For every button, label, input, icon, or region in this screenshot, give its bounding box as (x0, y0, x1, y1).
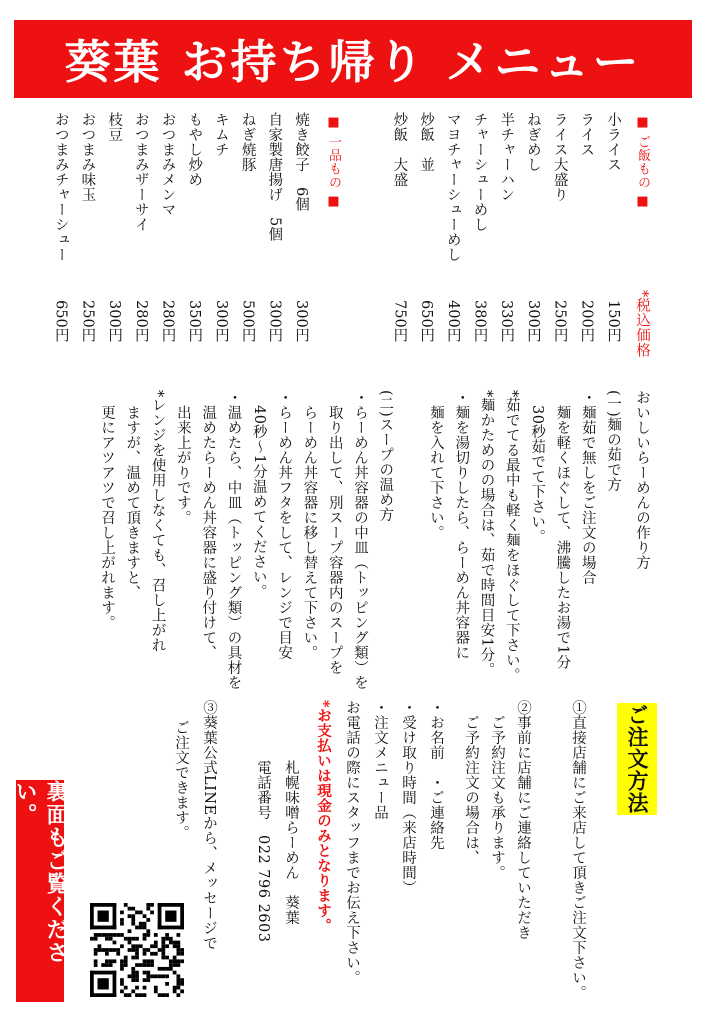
instruction-line: *レンジを使用しなくても、召し上がれ (149, 390, 166, 653)
qr-module (161, 941, 165, 945)
qr-module (135, 956, 139, 960)
qr-finder (98, 911, 109, 922)
instruction-line: 麺を入れて下さい。 (427, 390, 444, 540)
qr-finder (158, 926, 184, 930)
qr-module (150, 944, 154, 948)
qr-module (109, 937, 113, 941)
menu-price: 250円 (79, 300, 96, 343)
order-method-tag: ご注文方法 (617, 703, 657, 815)
qr-module (146, 971, 150, 975)
qr-module (105, 937, 109, 941)
qr-module (105, 959, 109, 963)
qr-module (135, 952, 139, 956)
qr-module (124, 956, 128, 960)
qr-module (120, 918, 124, 922)
order-line-pickup-time: ・受け取り時間（来店時間） (400, 700, 416, 895)
qr-module (128, 907, 132, 911)
qr-module (139, 926, 143, 930)
qr-module (146, 959, 150, 963)
qr-module (131, 974, 135, 978)
menu-item: おつまみメンマ (159, 112, 176, 217)
qr-module (180, 959, 184, 963)
qr-module (135, 993, 139, 997)
qr-module (173, 944, 177, 948)
qr-module (94, 937, 98, 941)
qr-module (173, 986, 177, 990)
qr-module (101, 963, 105, 967)
qr-module (180, 948, 184, 952)
qr-module (120, 989, 124, 993)
menu-item: おつまみ味玉 (79, 112, 96, 202)
instruction-line: ますが、温めて頂きますと、 (124, 390, 141, 600)
payment-note: *お支払いは現金のみとなります。 (315, 700, 332, 934)
instruction-line: ・らーめん丼容器の中皿（トッピング類）を (352, 390, 368, 690)
menu-item: キムチ (212, 112, 229, 157)
qr-module (146, 948, 150, 952)
qr-finder (165, 911, 176, 922)
qr-module (128, 993, 132, 997)
menu-item: 小ライス (605, 112, 621, 172)
qr-module (135, 986, 139, 990)
shop-name: 札幌味噌らーめん 葵葉 (283, 760, 299, 925)
qr-module (176, 948, 180, 952)
qr-module (124, 963, 128, 967)
menu-price: 280円 (159, 300, 176, 343)
qr-module (169, 963, 173, 967)
qr-module (120, 963, 124, 967)
order-line-phone-note: お電話の際にスタッフまでお伝え下さい。 (344, 700, 360, 985)
qr-module (98, 933, 102, 937)
menu-item: ライス大盛り (551, 112, 568, 202)
qr-module (161, 937, 165, 941)
qr-module (135, 944, 139, 948)
qr-module (131, 967, 135, 971)
menu-item: 焼き餃子 6個 (293, 112, 309, 212)
qr-module (146, 929, 150, 933)
order-step-3: ③葵葉公式LINEから、メッセージで (201, 700, 217, 951)
qr-module (109, 963, 113, 967)
qr-module (176, 959, 180, 963)
instructions-title: おいしいらーめんの作り方 (634, 390, 650, 570)
qr-module (150, 959, 154, 963)
menu-price: 300円 (106, 300, 123, 343)
qr-module (131, 907, 135, 911)
instruction-line: らーめん丼容器に移し替えて下さい。 (301, 390, 318, 660)
qr-module (165, 993, 169, 997)
qr-module (161, 974, 165, 978)
qr-module (131, 948, 135, 952)
instruction-line: (二)スープの温め方 (377, 390, 394, 523)
menu-price: 250円 (551, 300, 568, 343)
qr-module (131, 922, 135, 926)
menu-item: ライス (578, 112, 595, 157)
qr-module (165, 967, 169, 971)
qr-module (165, 982, 169, 986)
qr-finder (180, 903, 184, 929)
qr-module (161, 993, 165, 997)
order-step-1: ①直接店舗にご来店して頂きご注文下さい。 (570, 700, 586, 1000)
qr-module (128, 914, 132, 918)
instruction-line: ・麺茹で無しをご注文の場合 (579, 390, 596, 585)
back-side-note: 裏面もご覧ください。 (16, 780, 64, 1002)
qr-finder (98, 978, 109, 989)
qr-module (139, 911, 143, 915)
qr-module (143, 978, 147, 982)
menu-item: ねぎ焼豚 (239, 112, 256, 172)
qr-module (143, 933, 147, 937)
instruction-line: 更にアツアツで召し上がれます。 (99, 390, 115, 630)
qr-module (158, 967, 162, 971)
qr-module (165, 956, 169, 960)
qr-module (105, 933, 109, 937)
qr-module (139, 944, 143, 948)
qr-module (124, 959, 128, 963)
qr-module (124, 993, 128, 997)
qr-module (176, 933, 180, 937)
menu-item: 半チャーハン (498, 112, 515, 202)
qr-module (158, 948, 162, 952)
qr-module (135, 911, 139, 915)
qr-module (169, 941, 173, 945)
qr-module (105, 948, 109, 952)
qr-module (128, 941, 132, 945)
qr-module (139, 993, 143, 997)
qr-module (146, 933, 150, 937)
qr-module (101, 948, 105, 952)
qr-module (124, 937, 128, 941)
qr-module (109, 933, 113, 937)
qr-module (143, 963, 147, 967)
qr-module (90, 937, 94, 941)
instruction-line: *茹でてる最中も軽く麺をほぐして下さい。 (503, 390, 520, 683)
menu-item: チャーシューめし (471, 112, 488, 232)
menu-item: 自家製唐揚げ 5個 (266, 112, 283, 242)
qr-module (139, 963, 143, 967)
qr-module (176, 982, 180, 986)
qr-finder (158, 903, 162, 929)
qr-module (176, 978, 180, 982)
qr-module (143, 914, 147, 918)
qr-module (176, 986, 180, 990)
qr-module (176, 963, 180, 967)
menu-price: 350円 (186, 300, 203, 343)
qr-module (143, 952, 147, 956)
menu-price: 150円 (605, 300, 621, 343)
qr-module (135, 937, 139, 941)
qr-module (139, 922, 143, 926)
menu-item: おつまみザーサイ (132, 112, 149, 232)
qr-finder (113, 903, 117, 929)
qr-finder (113, 971, 117, 997)
qr-module (161, 952, 165, 956)
qr-module (113, 933, 117, 937)
qr-module (173, 963, 177, 967)
qr-module (94, 963, 98, 967)
qr-module (131, 944, 135, 948)
qr-module (131, 971, 135, 975)
qr-module (173, 989, 177, 993)
order-step-2: ②事前に店舗にご連絡していただき (515, 700, 531, 940)
qr-module (143, 971, 147, 975)
qr-module (98, 944, 102, 948)
menu-price: 380円 (471, 300, 488, 343)
qr-module (161, 967, 165, 971)
qr-module (135, 963, 139, 967)
qr-module (176, 952, 180, 956)
title-banner (14, 20, 692, 98)
qr-module (131, 914, 135, 918)
qr-module (120, 944, 124, 948)
qr-finder (158, 903, 184, 907)
qr-finder (90, 993, 116, 997)
menu-item: もやし炒め (186, 112, 203, 187)
instruction-line: ・らーめん丼フタをして、レンジで目安 (276, 390, 293, 660)
qr-module (180, 989, 184, 993)
menu-price: 300円 (266, 300, 283, 343)
qr-module (143, 926, 147, 930)
qr-module (131, 918, 135, 922)
qr-module (135, 978, 139, 982)
qr-module (116, 952, 120, 956)
qr-module (169, 959, 173, 963)
qr-module (169, 967, 173, 971)
qr-module (154, 941, 158, 945)
qr-module (143, 993, 147, 997)
qr-module (173, 971, 177, 975)
qr-module (158, 974, 162, 978)
qr-module (158, 993, 162, 997)
qr-module (120, 959, 124, 963)
qr-module (109, 959, 113, 963)
tax-note: *税込価格 (634, 290, 650, 358)
qr-module (120, 978, 124, 982)
menu-price: 650円 (52, 300, 69, 343)
instruction-line: ・麺を湯切りしたら、らーめん丼容器に (453, 390, 470, 660)
qr-finder (90, 971, 94, 997)
qr-module (176, 941, 180, 945)
menu-price: 200円 (578, 300, 595, 343)
qr-module (101, 933, 105, 937)
phone-number: 電話番号 022 796 2603 (255, 760, 271, 943)
rice-section-header: ■ ご飯もの ■ (635, 115, 650, 210)
qr-module (120, 911, 124, 915)
instruction-line: ・温めたら、中皿（トッピング類）の具材を (225, 390, 242, 690)
qr-module (113, 948, 117, 952)
qr-module (105, 952, 109, 956)
qr-module (146, 918, 150, 922)
qr-module (146, 963, 150, 967)
qr-module (165, 944, 169, 948)
qr-module (131, 989, 135, 993)
qr-module (176, 974, 180, 978)
qr-module (143, 948, 147, 952)
menu-price: 400円 (444, 300, 461, 343)
qr-module (180, 982, 184, 986)
qr-module (113, 959, 117, 963)
qr-module (124, 986, 128, 990)
qr-module (105, 963, 109, 967)
qr-module (120, 933, 124, 937)
qr-module (135, 948, 139, 952)
qr-module (94, 959, 98, 963)
qr-module (120, 967, 124, 971)
qr-module (124, 903, 128, 907)
qr-module (94, 933, 98, 937)
qr-finder (90, 903, 94, 929)
qr-module (131, 956, 135, 960)
qr-module (109, 948, 113, 952)
qr-module (146, 974, 150, 978)
qr-module (128, 948, 132, 952)
menu-price: 650円 (418, 300, 435, 343)
order-line-reservation: ご予約注文も承ります。 (489, 700, 505, 880)
qr-module (154, 944, 158, 948)
qr-module (143, 937, 147, 941)
qr-module (135, 974, 139, 978)
instruction-line: (一)麺の茹で方 (605, 390, 621, 493)
qr-module (161, 956, 165, 960)
qr-module (150, 911, 154, 915)
qr-module (128, 929, 132, 933)
qr-module (116, 933, 120, 937)
qr-module (146, 903, 150, 907)
qr-module (94, 952, 98, 956)
qr-finder (90, 971, 116, 975)
qr-module (173, 941, 177, 945)
qr-module (161, 948, 165, 952)
qr-module (131, 937, 135, 941)
qr-module (150, 974, 154, 978)
qr-module (154, 933, 158, 937)
instruction-line: 麺を軽くほぐして、沸騰したお湯で1分 (554, 390, 571, 670)
qr-module (143, 986, 147, 990)
menu-item: 枝豆 (106, 112, 123, 142)
order-line-reservation-case: ご予約注文の場合は、 (463, 700, 479, 865)
instruction-line: 40秒〜1分温めてください。 (250, 390, 267, 600)
qr-module (173, 959, 177, 963)
qr-module (180, 952, 184, 956)
qr-module (165, 933, 169, 937)
qr-module (120, 982, 124, 986)
menu-price: 330円 (498, 300, 515, 343)
instruction-line: 30秒茹でて下さい。 (529, 390, 546, 545)
qr-module (165, 937, 169, 941)
qr-module (176, 993, 180, 997)
menu-item: おつまみチャーシュー (52, 112, 69, 262)
qr-module (154, 974, 158, 978)
qr-module (146, 978, 150, 982)
qr-module (154, 989, 158, 993)
qr-module (154, 952, 158, 956)
qr-module (128, 974, 132, 978)
order-line-name-contact: ・お名前 ・ご連絡先 (428, 700, 444, 850)
instruction-line: 温めたらーめん丼容器に盛り付けて、 (200, 390, 217, 660)
qr-module (135, 926, 139, 930)
qr-module (150, 952, 154, 956)
instruction-line: 出来上がりです。 (174, 390, 191, 525)
qr-module (150, 903, 154, 907)
menu-price: 280円 (132, 300, 149, 343)
qr-module (98, 948, 102, 952)
qr-module (176, 944, 180, 948)
qr-finder (90, 903, 116, 907)
qr-module (169, 937, 173, 941)
qr-module (173, 956, 177, 960)
menu-price: 500円 (239, 300, 256, 343)
qr-module (116, 948, 120, 952)
menu-price: 300円 (212, 300, 229, 343)
page-title: 葵葉 お持ち帰り メニュー (64, 35, 642, 89)
qr-module (135, 971, 139, 975)
menu-price: 300円 (524, 300, 541, 343)
qr-module (154, 986, 158, 990)
order-line-menu-items: ・注文メニュー品 (372, 700, 388, 820)
qr-module (113, 941, 117, 945)
menu-item: 炒飯 大盛 (391, 112, 408, 187)
menu-item: ねぎめし (524, 112, 541, 172)
qr-module (143, 959, 147, 963)
qr-module (161, 944, 165, 948)
qr-module (128, 937, 132, 941)
qr-module (131, 978, 135, 982)
instruction-line: 取り出して、別スープ容器内のスープを (326, 390, 343, 675)
order-line-end: ご注文できます。 (173, 720, 189, 840)
menu-price: 750円 (391, 300, 408, 343)
qr-module (146, 907, 150, 911)
qr-module (94, 948, 98, 952)
qr-finder (90, 926, 116, 930)
side-section-header: ■ 一品もの ■ (326, 115, 341, 210)
qr-module (180, 978, 184, 982)
menu-item: マヨチャーシューめし (444, 112, 461, 262)
qr-module (165, 974, 169, 978)
qr-module (120, 922, 124, 926)
qr-module (143, 922, 147, 926)
instruction-line: *麺かためのの場合は、茹で時間目安1分。 (478, 390, 495, 678)
menu-price: 300円 (293, 300, 309, 343)
qr-module (150, 963, 154, 967)
menu-item: 炒飯 並 (418, 112, 435, 172)
line-qr-code[interactable] (90, 903, 184, 997)
